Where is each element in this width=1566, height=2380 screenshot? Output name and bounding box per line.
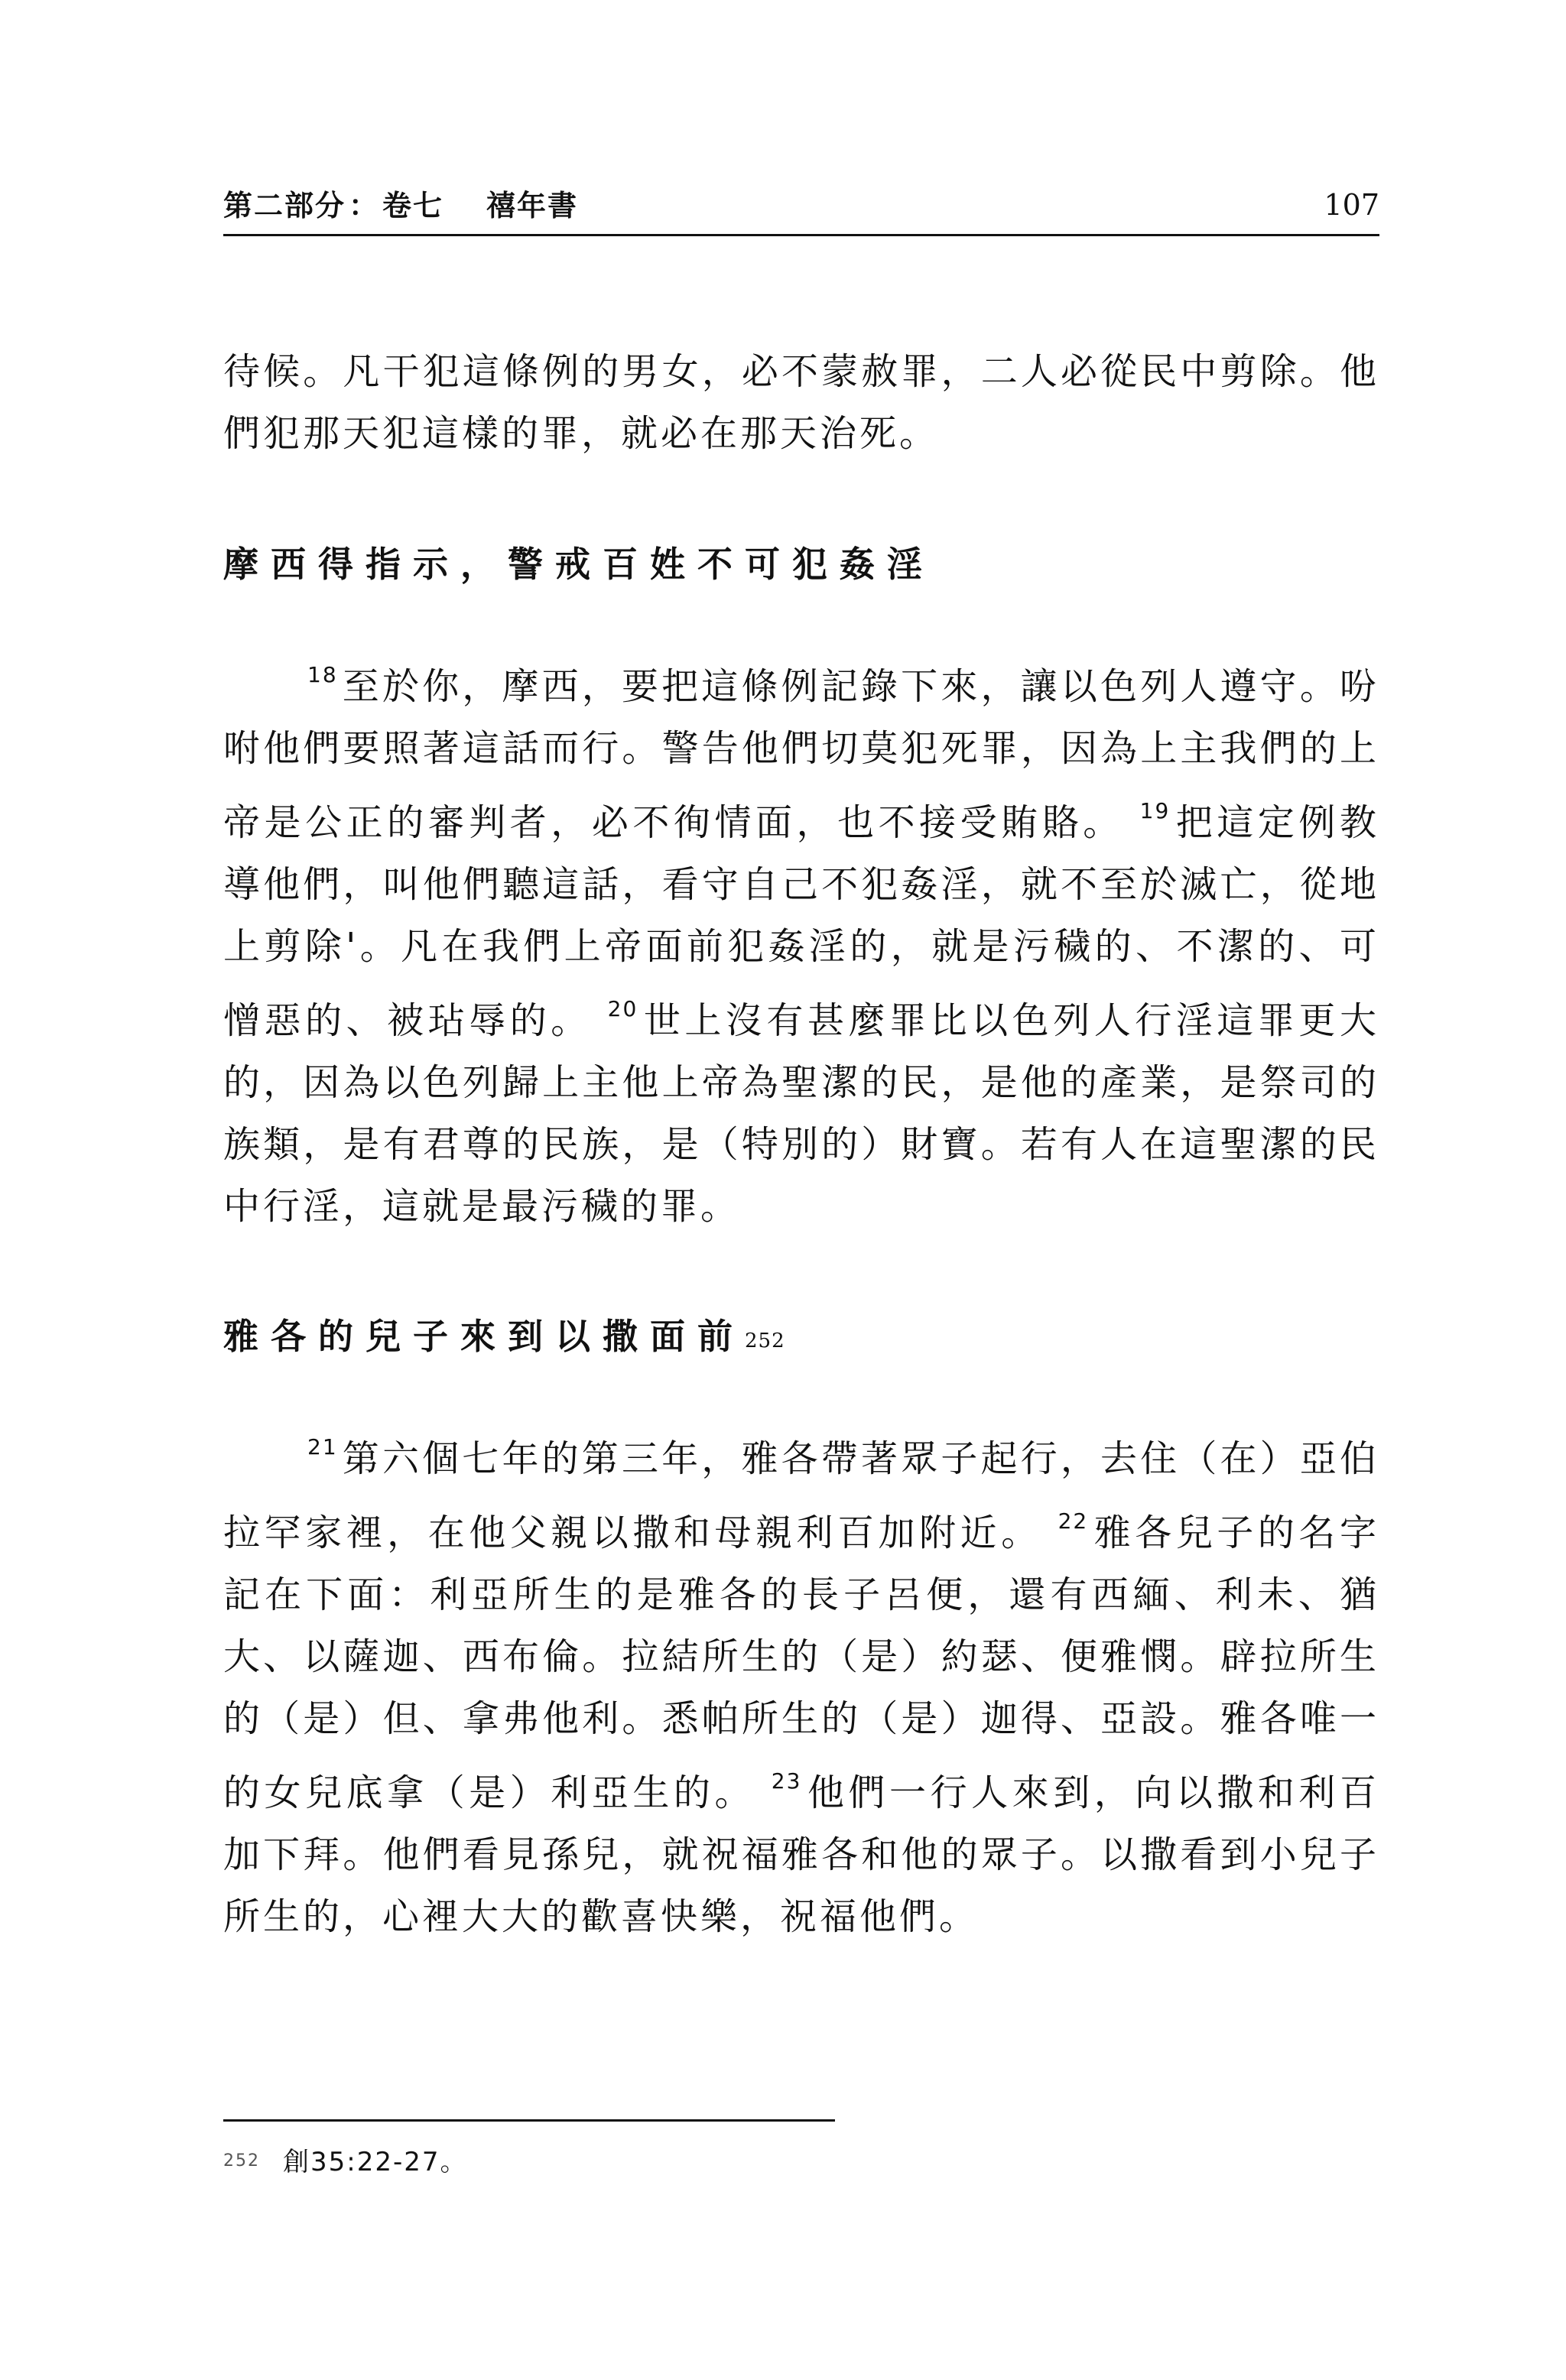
heading-text: 雅各的兒子來到以撒面前 xyxy=(223,1316,745,1357)
header-volume: 卷七 xyxy=(382,189,444,222)
header-separator: ： xyxy=(349,189,380,222)
verse-text: 雅各兒子的名字記在下面：利亞所生的是雅各的長子呂便，還有西緬、利未、猶大、以薩迦、西布倫。拉結所生的（是）約瑟、便雅憫。辟拉所生的（是）但、拿弗他利。悉帕所生的（是）迦得、亞設。雅各唯一的女兒底拿（是）利亞生的。 xyxy=(223,1511,1379,1814)
verses-18-20 xyxy=(223,644,1379,1238)
paragraph-text: 待候。凡干犯這條例的男女，必不蒙赦罪，二人必從民中剪除。他們犯那天犯這樣的罪，就必在那天治死。 xyxy=(223,350,1379,455)
continuation-paragraph xyxy=(223,341,1379,465)
footnote-number: 252 xyxy=(223,2151,260,2171)
verse-number: 20 xyxy=(607,996,638,1021)
running-header xyxy=(223,174,1379,228)
verse-number: 23 xyxy=(771,1768,802,1794)
footnote-reference: 252 xyxy=(745,1330,785,1352)
verse-number: 19 xyxy=(1139,798,1171,823)
verse-text: 把這定例教導他們，叫他們聽這話，看守自己不犯姦淫，就不至於滅亡，從地上剪除'。凡在我們上帝面前犯姦淫的，就是污穢的、不潔的、可憎惡的、被玷辱的。 xyxy=(223,801,1379,1042)
page-number: 107 xyxy=(1324,188,1379,222)
header-book: 禧年書 xyxy=(486,189,579,222)
header-part: 第二部分 xyxy=(223,189,346,222)
verse-number: 18 xyxy=(307,662,338,687)
verse-number: 22 xyxy=(1058,1508,1089,1534)
header-title xyxy=(223,182,578,224)
verses-21-23 xyxy=(223,1416,1379,1948)
header-rule xyxy=(223,234,1379,236)
section-heading-jacob xyxy=(223,1309,785,1359)
section-heading-moses: 摩西得指示，警戒百姓不可犯姦淫 xyxy=(223,544,934,585)
footnote-rule xyxy=(223,2119,835,2122)
verse-text: 第六個七年的第三年，雅各帶著眾子起行，去住（在）亞伯拉罕家裡，在他父親以撒和母親利百加附近。 xyxy=(223,1437,1379,1554)
verse-text: 他們一行人來到，向以撒和利百加下拜。他們看見孫兒，就祝福雅各和他的眾子。以撒看到小兒子所生的，心裡大大的歡喜快樂，祝福他們。 xyxy=(223,1771,1379,1938)
verse-text: 世上沒有甚麼罪比以色列人行淫這罪更大的，因為以色列歸上主他上帝為聖潔的民，是他的產業，是祭司的族類，是有君尊的民族，是（特別的）財寶。若有人在這聖潔的民中行淫，這就是最污穢的罪。 xyxy=(223,999,1379,1228)
footnote-text: 創35:22-27。 xyxy=(283,2147,468,2177)
verse-text: 至於你，摩西，要把這條例記錄下來，讓以色列人遵守。吩咐他們要照著這話而行。警告他們切莫犯死罪，因為上主我們的上帝是公正的審判者，必不徇情面，也不接受賄賂。 xyxy=(223,665,1379,844)
verse-number: 21 xyxy=(307,1434,338,1459)
footnote xyxy=(223,2141,468,2178)
